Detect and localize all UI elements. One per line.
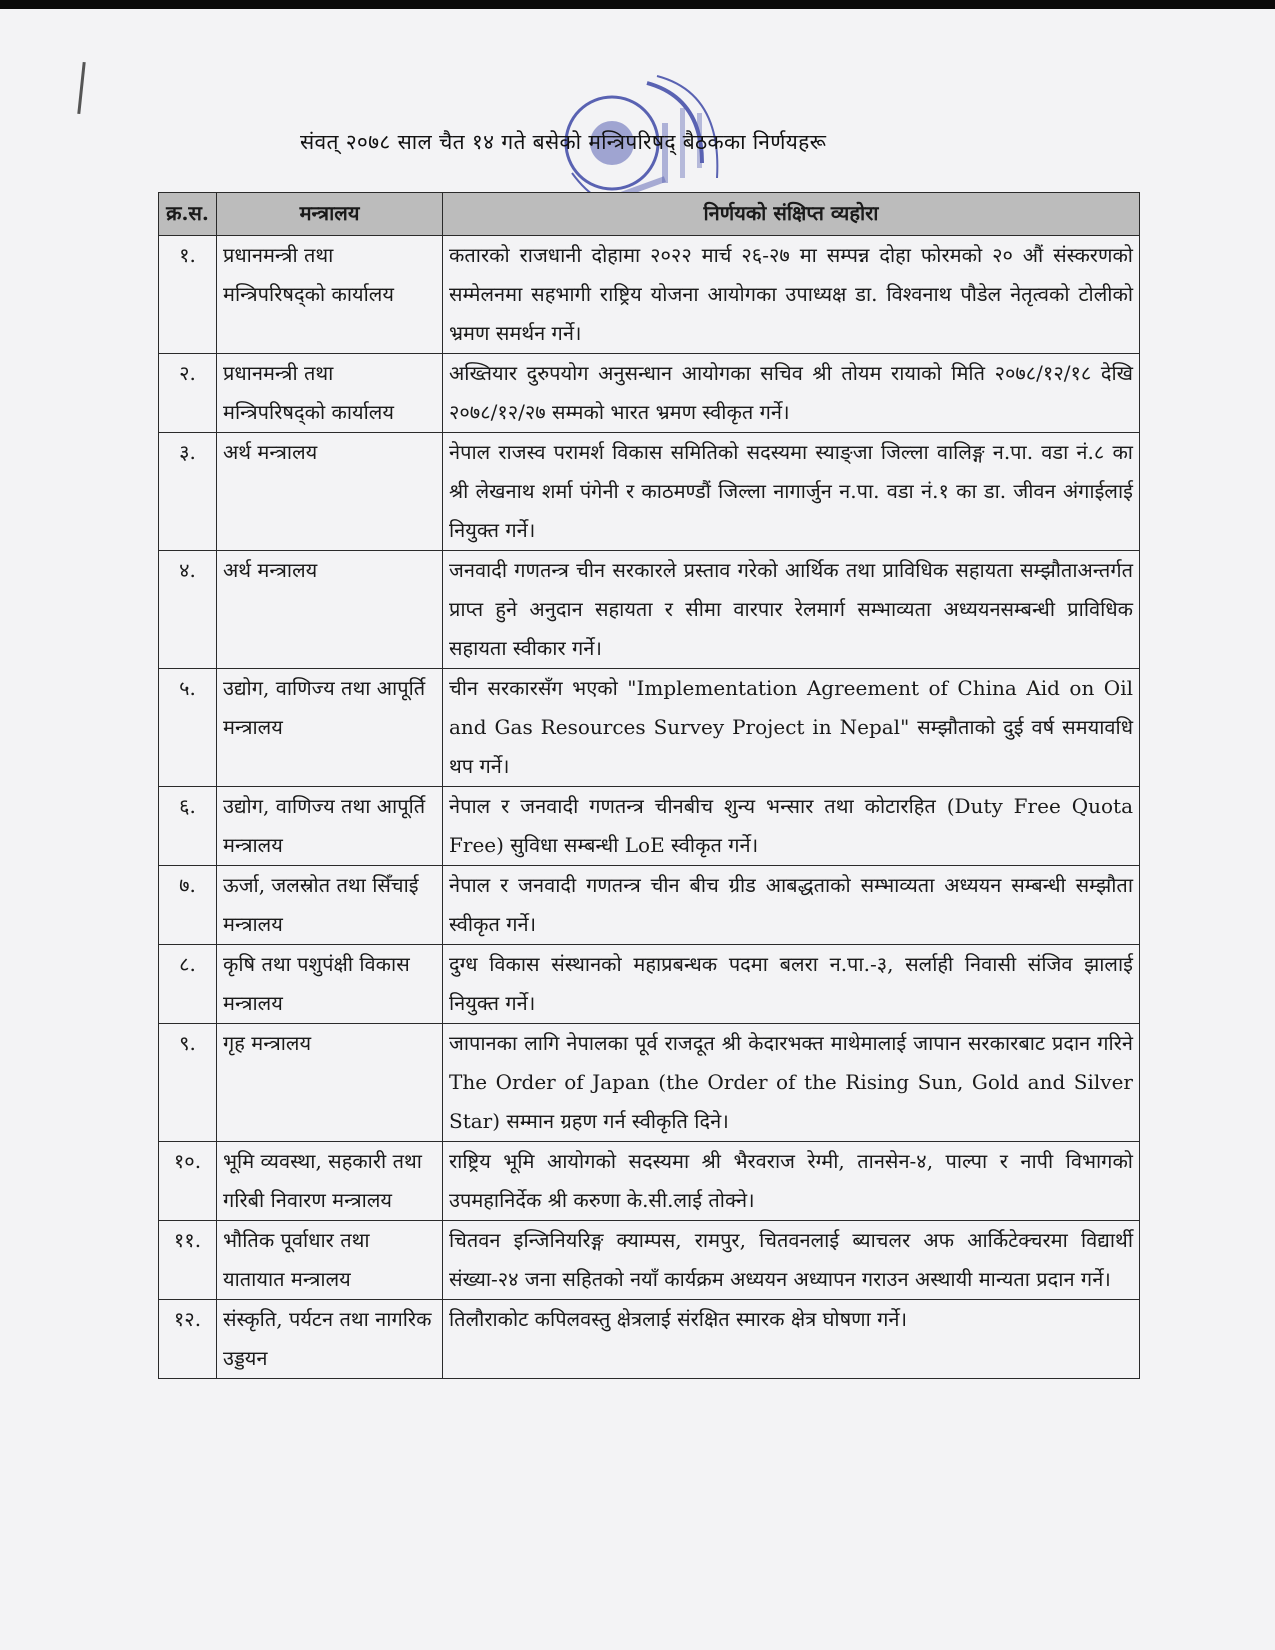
row-serial: १.	[159, 236, 217, 354]
table-row	[159, 551, 1140, 669]
row-ministry: प्रधानमन्त्री तथा मन्त्रिपरिषद्को कार्यालय	[217, 354, 443, 433]
pen-mark	[77, 62, 85, 114]
row-brief: नेपाल राजस्व परामर्श विकास समितिको सदस्यमा स्याङ्जा जिल्ला वालिङ्ग न.पा. वडा नं.८ का श्री लेखनाथ शर्मा पंगेनी र काठमण्डौं जिल्ला नागार्जुन न.पा. वडा नं.१ का डा. जीवन अंगाईलाई नियुक्त गर्ने।	[443, 433, 1140, 551]
table-row	[159, 787, 1140, 866]
table-row	[159, 1142, 1140, 1221]
row-serial: ११.	[159, 1221, 217, 1300]
row-serial: ९.	[159, 1024, 217, 1142]
row-brief: दुग्ध विकास संस्थानको महाप्रबन्धक पदमा बलरा न.पा.-३, सर्लाही निवासी संजिव झालाई नियुक्त गर्ने।	[443, 945, 1140, 1024]
header-brief: निर्णयको संक्षिप्त व्यहोरा	[443, 193, 1140, 236]
row-ministry: गृह मन्त्रालय	[217, 1024, 443, 1142]
table-header-row	[159, 193, 1140, 236]
row-serial: १२.	[159, 1300, 217, 1379]
row-ministry: अर्थ मन्त्रालय	[217, 433, 443, 551]
scan-top-edge	[0, 0, 1275, 20]
row-brief: जापानका लागि नेपालका पूर्व राजदूत श्री केदारभक्त माथेमालाई जापान सरकारबाट प्रदान गरिने The Order of Japan (the Order of the Rising Sun, Gold and Silver Star) सम्मान ग्रहण गर्न स्वीकृति दिने।	[443, 1024, 1140, 1142]
row-serial: ६.	[159, 787, 217, 866]
row-ministry: प्रधानमन्त्री तथा मन्त्रिपरिषद्को कार्यालय	[217, 236, 443, 354]
row-serial: १०.	[159, 1142, 217, 1221]
document-title: संवत् २०७८ साल चैत १४ गते बसेको मन्त्रिपरिषद् बैठकका निर्णयहरू	[300, 130, 827, 154]
row-brief: नेपाल र जनवादी गणतन्त्र चीनबीच शुन्य भन्सार तथा कोटारहित (Duty Free Quota Free) सुविधा सम्बन्धी LoE स्वीकृत गर्ने।	[443, 787, 1140, 866]
row-brief: जनवादी गणतन्त्र चीन सरकारले प्रस्ताव गरेको आर्थिक तथा प्राविधिक सहायता सम्झौताअन्तर्गत प्राप्त हुने अनुदान सहायता र सीमा वारपार रेलमार्ग सम्भाव्यता अध्ययनसम्बन्धी प्राविधिक सहायता स्वीकार गर्ने।	[443, 551, 1140, 669]
row-serial: ३.	[159, 433, 217, 551]
row-brief: चीन सरकारसँग भएको "Implementation Agreement of China Aid on Oil and Gas Resources Survey Project in Nepal" सम्झौताको दुई वर्ष समयावधि थप गर्ने।	[443, 669, 1140, 787]
header-serial: क्र.स.	[159, 193, 217, 236]
row-ministry: ऊर्जा, जलस्रोत तथा सिँचाई मन्त्रालय	[217, 866, 443, 945]
row-brief: राष्ट्रिय भूमि आयोगको सदस्यमा श्री भैरवराज रेग्मी, तानसेन-४, पाल्पा र नापी विभागको उपमहानिर्देक श्री करुणा के.सी.लाई तोक्ने।	[443, 1142, 1140, 1221]
row-brief: तिलौराकोट कपिलवस्तु क्षेत्रलाई संरक्षित स्मारक क्षेत्र घोषणा गर्ने।	[443, 1300, 1140, 1379]
header-ministry: मन्त्रालय	[217, 193, 443, 236]
row-brief: नेपाल र जनवादी गणतन्त्र चीन बीच ग्रीड आबद्धताको सम्भाव्यता अध्ययन सम्बन्धी सम्झौता स्वीकृत गर्ने।	[443, 866, 1140, 945]
row-ministry: संस्कृति, पर्यटन तथा नागरिक उड्डयन	[217, 1300, 443, 1379]
row-brief: अख्तियार दुरुपयोग अनुसन्धान आयोगका सचिव श्री तोयम रायाको मिति २०७८/१२/१८ देखि २०७८/१२/२७ सम्मको भारत भ्रमण स्वीकृत गर्ने।	[443, 354, 1140, 433]
table-row	[159, 433, 1140, 551]
table-row	[159, 866, 1140, 945]
row-serial: ५.	[159, 669, 217, 787]
table-row	[159, 1221, 1140, 1300]
row-serial: ४.	[159, 551, 217, 669]
row-ministry: अर्थ मन्त्रालय	[217, 551, 443, 669]
row-ministry: भौतिक पूर्वाधार तथा यातायात मन्त्रालय	[217, 1221, 443, 1300]
table-row	[159, 945, 1140, 1024]
decisions-table	[158, 192, 1140, 1379]
row-ministry: भूमि व्यवस्था, सहकारी तथा गरिबी निवारण मन्त्रालय	[217, 1142, 443, 1221]
row-ministry: उद्योग, वाणिज्य तथा आपूर्ति मन्त्रालय	[217, 787, 443, 866]
row-brief: चितवन इन्जिनियरिङ्ग क्याम्पस, रामपुर, चितवनलाई ब्याचलर अफ आर्किटेक्चरमा विद्यार्थी संख्या-२४ जना सहितको नयाँ कार्यक्रम अध्ययन अध्यापन गराउन अस्थायी मान्यता प्रदान गर्ने।	[443, 1221, 1140, 1300]
row-ministry: उद्योग, वाणिज्य तथा आपूर्ति मन्त्रालय	[217, 669, 443, 787]
table-row	[159, 236, 1140, 354]
table-row	[159, 354, 1140, 433]
row-serial: २.	[159, 354, 217, 433]
table-row	[159, 1300, 1140, 1379]
table-row	[159, 669, 1140, 787]
table-row	[159, 1024, 1140, 1142]
row-serial: ७.	[159, 866, 217, 945]
row-serial: ८.	[159, 945, 217, 1024]
row-brief: कतारको राजधानी दोहामा २०२२ मार्च २६-२७ मा सम्पन्न दोहा फोरमको २० औं संस्करणको सम्मेलनमा सहभागी राष्ट्रिय योजना आयोगका उपाध्यक्ष डा. विश्वनाथ पौडेल नेतृत्वको टोलीको भ्रमण समर्थन गर्ने।	[443, 236, 1140, 354]
row-ministry: कृषि तथा पशुपंक्षी विकास मन्त्रालय	[217, 945, 443, 1024]
